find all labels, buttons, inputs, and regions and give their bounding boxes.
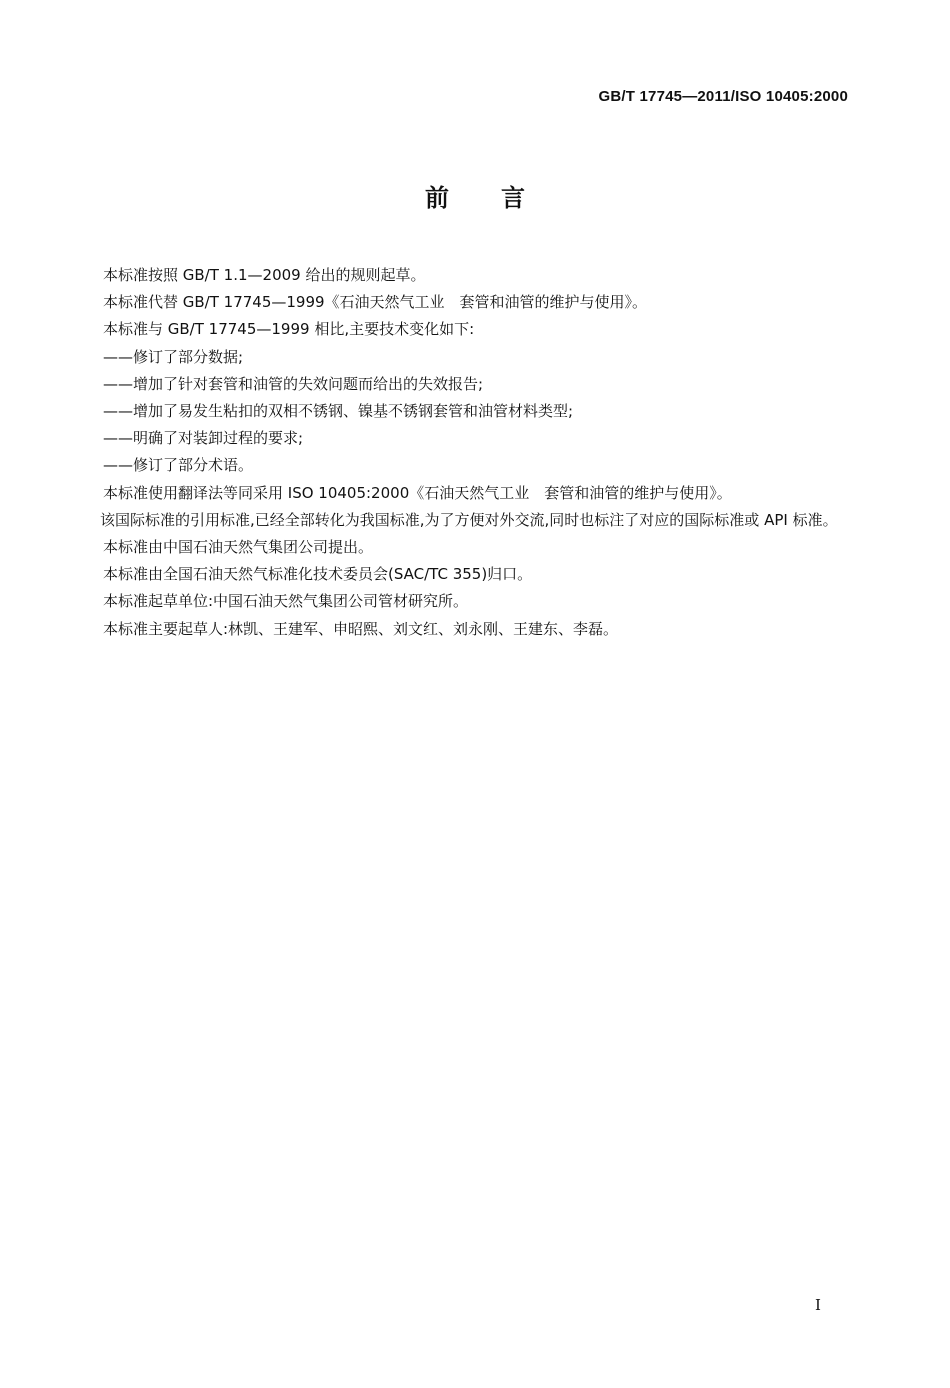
paragraph: 本标准使用翻译法等同采用 ISO 10405:2000《石油天然气工业 套管和油管的维护与使用》。 [103,483,732,502]
paragraph: 本标准主要起草人:林凯、王建军、申昭熙、刘文红、刘永刚、王建东、李磊。 [103,619,619,638]
list-item: ——修订了部分术语。 [103,456,254,475]
page-title: 前言 [425,184,577,212]
list-item: ——修订了部分数据; [103,347,244,366]
page-number: I [815,1296,821,1314]
list-item: ——增加了易发生粘扣的双相不锈钢、镍基不锈钢套管和油管材料类型; [103,402,574,421]
paragraph: 该国际标准的引用标准,已经全部转化为我国标准,为了方便对外交流,同时也标注了对应的国际标准或 API 标准。 [100,510,838,529]
standard-code: GB/T 17745—2011/ISO 10405:2000 [598,88,848,105]
paragraph: 本标准按照 GB/T 1.1—2009 给出的规则起草。 [103,266,426,284]
paragraph: 本标准代替 GB/T 17745—1999《石油天然气工业 套管和油管的维护与使用》。 [103,293,648,312]
list-item: ——明确了对装卸过程的要求; [103,429,304,448]
paragraph: 本标准由中国石油天然气集团公司提出。 [103,538,374,557]
paragraph: 本标准起草单位:中国石油天然气集团公司管材研究所。 [103,592,469,611]
paragraph: 本标准由全国石油天然气标准化技术委员会(SAC/TC 355)归口。 [103,565,533,584]
document-body [100,262,852,643]
list-item: ——增加了针对套管和油管的失效问题而给出的失效报告; [103,374,484,393]
paragraph: 本标准与 GB/T 17745—1999 相比,主要技术变化如下: [103,320,475,339]
